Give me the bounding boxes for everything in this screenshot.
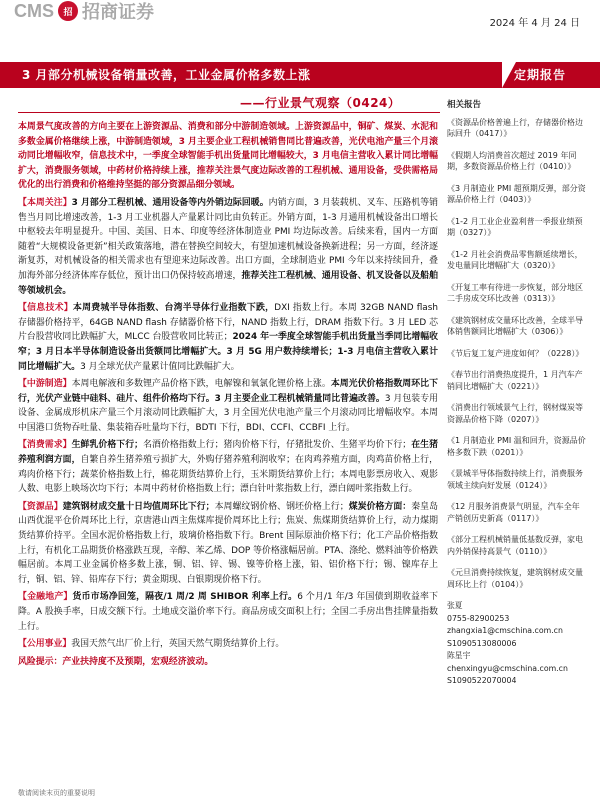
main-body [18, 120, 438, 672]
related-report[interactable] [447, 282, 587, 305]
report-link[interactable]: 《消费出行领域景气上行，钢材煤炭等资源品价格下降（0207）》 [447, 403, 583, 424]
company-logo [14, 0, 154, 22]
related-report[interactable] [447, 402, 587, 425]
report-link[interactable]: 《春节出行消费热度提升，1 月汽车产销同比增幅扩大（0221）》 [447, 370, 583, 391]
analyst-phone: 0755-82900253 [447, 613, 510, 623]
section-focus [18, 196, 438, 298]
section-body: 本周螺纹钢价格、钢坯价格上行； [214, 501, 349, 512]
risk-warning: 风险提示：产业扶持度不及预期，宏观经济波动。 [18, 656, 214, 667]
report-link[interactable]: 《1-2 月社会消费品零售额延续增长，发电量同比增幅扩大（0320）》 [447, 249, 583, 270]
section-body: 我国天然气出厂价上行，英国天然气期货结算价上行。 [71, 639, 285, 650]
section-tail: 在生猪养殖利润方面， [18, 440, 438, 466]
report-link[interactable]: 《元旦消费持续恢复，建筑钢材成交量周环比上行（0104）》 [447, 568, 583, 589]
section-finance [18, 590, 438, 634]
section-resources [18, 500, 438, 588]
section-body: DXI 指数上行。本周 32GB NAND flash 存储器价格持平，64GB NAND flash 存储器价格下行，NAND 指数上行，DRAM 指数下行。3 月 LED 芯片台股营收同比跌幅扩大，MLCC 台股营收同比转正； [18, 303, 438, 343]
section-body: 名酒价格指数上行；猪肉价格下行，仔猪批发价、生猪平均价下行； [143, 440, 412, 451]
analyst-email[interactable]: zhangxia1@cmschina.com.cn [447, 626, 563, 635]
report-title: 3 月部分机械设备销量改善，工业金属价格多数上涨 [22, 68, 311, 82]
related-report[interactable] [447, 468, 587, 491]
analyst-name: 张夏 [447, 601, 463, 610]
section-extra: 3 月包装专用设备、金属成形机床产量三个月滚动同比跌幅扩大，3 月全国光伏电池产量三个月滚动同比增幅收窄。本周中国港口货物吞吐量、集装箱吞吐量均下行，BDTI 下行，BDI、CCFI、CCBFI 上行。 [18, 393, 439, 433]
section-tail: 3 月主要企业工程机械销量同比普遍改善。 [214, 393, 385, 404]
footer-note: 敬请阅读末页的重要说明 [18, 789, 95, 797]
section-tail: 煤炭价格方面： [348, 501, 412, 512]
section-label: 【信息技术】 [18, 303, 73, 314]
section-it [18, 301, 438, 374]
related-report[interactable] [447, 348, 587, 360]
related-report[interactable] [447, 534, 587, 557]
related-report[interactable] [447, 567, 587, 590]
section-body: 内销方面，3 月装载机、叉车、压路机等销售当月同比增速改善，1-3 月工业机器人产量累计同比由负转正。外销方面，1-3 月通用机械设备出口增长中枢较去年明显提升。中国、美国、日本、印度等经济体制造业 PMI 均边际改善。后续来看，国内一方面随着“大规模设备更新”相关政策落地，潜在替换空间较大，有望加速机械设备换新进程；另一方面，经济逐渐复苏，对机械设备的相关需求也有望迎来边际改善。出口方面，全球制造业 PMI 今年以来持续回升，叠加海外部分经济体库存低位，预计出口仍保持较高增速， [18, 197, 439, 281]
section-lead: 货币市场净回笼，隔夜/1 周/2 周 SHIBOR 利率上行。 [72, 592, 298, 603]
section-tail: 推荐关注工程机械、通用设备、机叉设备以及船舶等领域机会。 [18, 270, 438, 296]
logo-text: CMS [14, 0, 54, 21]
intro-paragraph: 本周景气度改善的方向主要在上游资源品、消费和部分中游制造领域。上游资源品中，铜矿、煤炭、水泥和多数金属价格继续上涨，中游制造领域，3 月主要企业工程机械销售同比普遍改善，光伏电池产量三个月滚动同比增幅收窄，信息技术中，一季度全球智能手机出货量同比增幅较大，3 月电信主营收入累计同比增幅扩大，消费服务领域，中药材价格持续上涨，推荐关注景气度边际改善的工程机械、通用设备，受供需格局优化的出行消费和价格维持坚挺的部分资源品细分领域。 [18, 122, 438, 191]
report-link[interactable]: 《1 月制造业 PMI 温和回升，资源品价格多数下跌（0201）》 [447, 436, 586, 457]
report-subtitle: ——行业景气观察（0424） [240, 96, 401, 110]
section-midstream [18, 377, 438, 435]
section-consumer [18, 438, 438, 496]
report-link[interactable]: 《假期人均消费首次超过 2019 年同期，多数资源品价格上行（0410）》 [447, 150, 577, 171]
report-type-tag: 定期报告 [513, 68, 566, 82]
section-utilities [18, 637, 438, 652]
section-extra: 自繁自养生猪养殖亏损扩大，外购仔猪养殖利润收窄；在肉鸡养殖方面，肉鸡苗价格上行，鸡肉价格下行；蔬菜价格指数上行，棉花期货结算价上行，玉米期货结算价上行；本周电影票房收入、观影人数、电影上映场次均下行；本周中药材价格指数上行；漂白针叶浆指数上行，漂白阔叶浆指数上行。 [18, 455, 438, 495]
logo-badge-icon: 招 [58, 1, 78, 21]
section-body: 6 个月/1 年/3 年国债到期收益率下降。A 股换手率，日成交额下行。土地成交溢价率下行。商品房成交面积上行；全国二手房出售挂牌量指数上行。 [18, 592, 438, 632]
section-extra: 秦皇岛山西优混平仓价周环比上行，京唐港山西主焦煤库提价周环比上行；焦炭、焦煤期货结算价上行，动力煤期货结算价持平。全国水泥价格指数上行，玻璃价格指数下行。Brent 国际原油价格下行；化工产品价格指数上行，有机化工品期货价格涨跌互现，辛醇、苯乙烯、DOP 等价格涨幅居前。PTA、涤纶、燃料油等价格跌幅居前。本周工业金属价格多数上涨，铜、铝、锌、锡、镍等价格上涨，铅、铝价格下行；锡、镍库存上行，铜、铝、锌、铅库存下行；黄金期现、白银期现价格下行。 [18, 501, 438, 585]
report-link[interactable]: 《开复工率有待进一步恢复，部分地区二手房成交环比改善（0313）》 [447, 282, 583, 303]
related-report[interactable] [447, 501, 587, 524]
page-header [0, 0, 600, 30]
related-reports-heading: 相关报告 [447, 100, 482, 110]
report-link[interactable]: 《建筑钢材成交量环比改善，全球半导体销售额同比增幅扩大（0306）》 [447, 315, 583, 336]
report-link[interactable]: 《节后复工复产进度如何？（0228）》 [447, 348, 584, 358]
section-label: 【资源品】 [18, 501, 63, 512]
section-lead: 本周费城半导体指数、台湾半导体行业指数下跌， [72, 303, 275, 314]
section-body: 本周光伏价格指数周环比下行，光伏产业链中硅料、硅片、组件价格均下行。 [18, 379, 438, 404]
report-link[interactable]: 《资源品价格普遍上行，存储器价格边际回升（0417）》 [447, 117, 583, 138]
section-tail: 2024 年一季度全球智能手机出货量当季同比增幅收窄；3 月日本半导体制造设备出货额同比增幅扩大。3 月 5G 用户数持续增长；1-3 月电信主营收入累计同比增幅扩大。 [18, 332, 438, 372]
analyst-contacts [447, 600, 587, 688]
title-bar [0, 62, 600, 88]
related-report[interactable] [447, 216, 587, 239]
report-link[interactable]: 《部分工程机械销量低基数反弹，家电内外销保持高景气（0110）》 [447, 535, 583, 556]
analyst-license: S1090513080006 [447, 638, 517, 648]
title-rule [18, 112, 440, 113]
related-report[interactable] [447, 369, 587, 392]
report-link[interactable]: 《景城半导体指数持续上行，消费服务领域主续向好发展（0124）》 [447, 469, 583, 490]
section-lead: 建筑钢材成交量十日均值周环比下行； [62, 501, 215, 512]
report-link[interactable]: 《1-2 月工业企业盈利普一季报业绩预期（0327）》 [447, 216, 583, 237]
related-report[interactable] [447, 117, 587, 140]
section-lead: 本周电解液和多数锂产品价格下跌，电解镍和氧氯化锂价格上涨。 [71, 379, 331, 390]
section-label: 【消费需求】 [18, 440, 72, 451]
related-report[interactable] [447, 435, 587, 458]
section-extra: 3 月全球光伏产量累计值同比跌幅扩大。 [80, 361, 240, 372]
section-label: 【金融地产】 [18, 592, 73, 603]
analyst-email[interactable]: chenxingyu@cmschina.com.cn [447, 663, 568, 673]
related-report[interactable] [447, 249, 587, 272]
section-label: 【公用事业】 [18, 639, 72, 650]
related-report[interactable] [447, 183, 587, 206]
report-link[interactable]: 《3 月制造业 PMI 超预期反弹，部分资源品价格上行（0403）》 [447, 183, 586, 204]
related-report[interactable] [447, 150, 587, 173]
section-label: 【中游制造】 [18, 379, 72, 390]
analyst-license: S1090522070004 [447, 676, 517, 685]
report-link[interactable]: 《12 月服务消费景气明显，汽车全年产销创历史新高（0117）》 [447, 502, 580, 523]
report-date: 2024 年 4 月 24 日 [489, 18, 580, 29]
section-lead: 3 月部分工程机械、通用设备等内外销边际回暖。 [71, 197, 269, 208]
sidebar [447, 100, 587, 688]
logo-cn: 招商证券 [82, 2, 154, 22]
section-lead: 生鲜乳价格下行； [71, 440, 144, 451]
section-label: 【本周关注】 [18, 197, 72, 208]
analyst-name: 陈星宇 [447, 651, 471, 660]
related-report[interactable] [447, 315, 587, 338]
